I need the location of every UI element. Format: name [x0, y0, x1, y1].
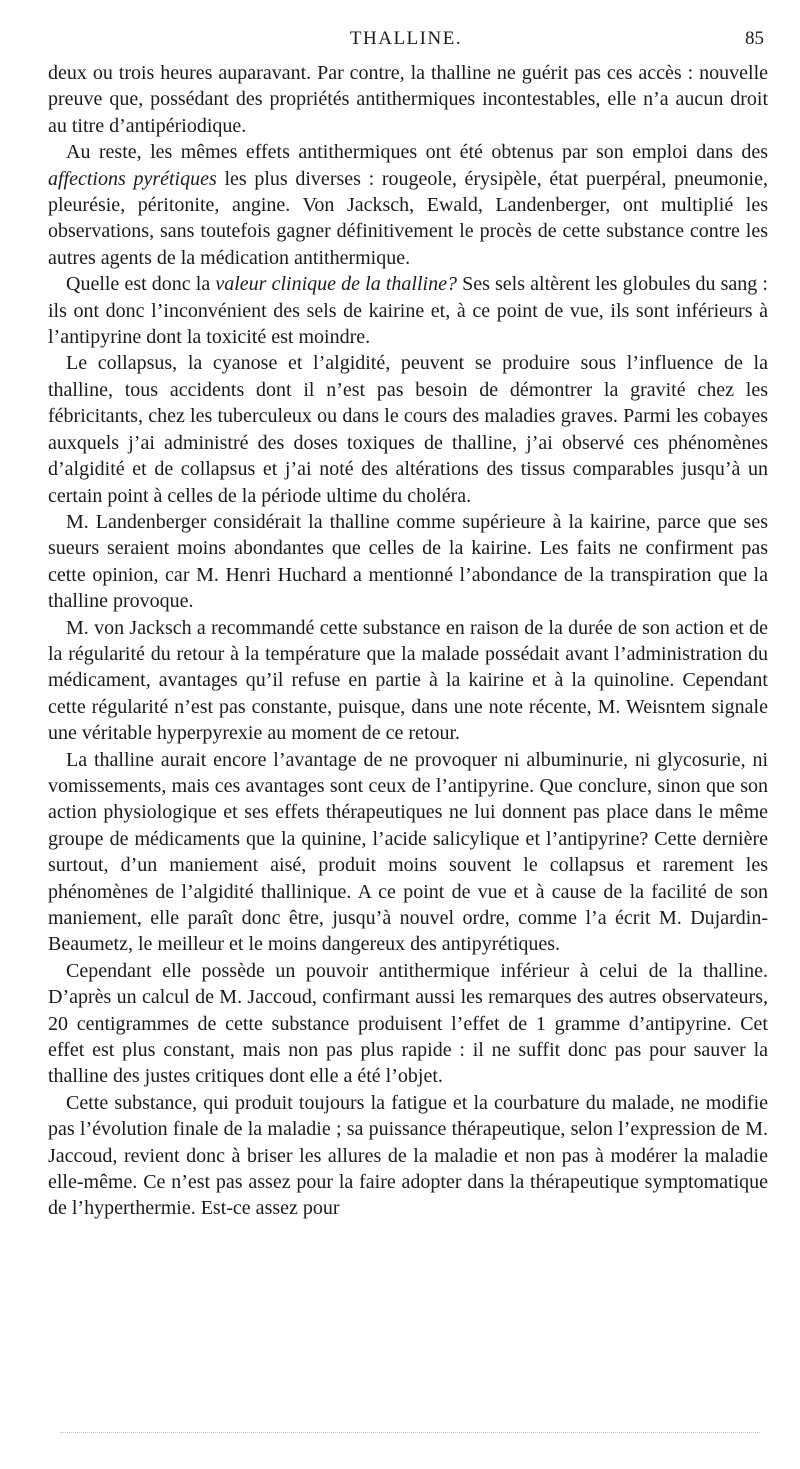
paragraph-text: M. Landenberger considérait la thalline comme supérieure à la kairine, parce que ses sueurs seraient moins abondantes que celles de la kairine. Les faits ne confirment pas cette opinion, car M. Henri Huchard a mentionné l’abondance de la transpiration que la thalline provoque.: [48, 510, 768, 613]
paragraph-9: [48, 1090, 768, 1222]
paragraph-8: [48, 958, 768, 1090]
paragraph-text: Cette substance, qui produit toujours la fatigue et la courbature du malade, ne modifie pas l’évolution finale de la maladie ; sa puissance thérapeutique, selon l’expression de M. Jaccoud, revient donc à briser les allures de la maladie et non pas à modérer la maladie elle-même. Ce n’est pas assez pour la faire adopter dans la thérapeutique symptomatique de l’hyperthermie. Est-ce assez pour: [48, 1091, 768, 1220]
paragraph-4: [48, 350, 768, 508]
paragraph-6: [48, 615, 768, 747]
paragraph-text: Ses sels altèrent les globules du sang : ils ont donc l’inconvénient des sels de kairine et, à ce point de vue, ils sont inférieurs à l’antipyrine dont la toxicité est moindre.: [48, 273, 768, 349]
paragraph-1: [48, 60, 768, 139]
paragraph-text: Cependant elle possède un pouvoir antithermique inférieur à celui de la thalline. D’après un calcul de M. Jaccoud, confirmant aussi les remarques des autres observateurs, 20 centigrammes de cette substance produisent l’effet de 1 gramme d’antipyrine. Cet effet est plus constant, mais non pas plus rapide : il ne suffit donc pas pour sauver la thalline des justes critiques dont elle a été l’objet.: [48, 959, 768, 1088]
paragraph-text: deux ou trois heures auparavant. Par contre, la thalline ne guérit pas ces accès : nouvelle preuve que, possédant des propriétés antithermiques incontestables, elle n’a aucun droit au titre d’antipériodique.: [48, 62, 768, 137]
running-title: THALLINE.: [349, 28, 463, 49]
paragraph-3: [48, 271, 768, 350]
paragraph-text: Quelle est donc la: [66, 273, 216, 296]
footer-rule: [60, 1432, 760, 1433]
paragraph-text: La thalline aurait encore l’avantage de ne provoquer ni albuminurie, ni glycosurie, ni vomissements, mais ces avantages sont ceux de l’antipyrine. Que conclure, sinon que son action physiologique et ses effets thérapeutiques ne lui donnent pas place dans le même groupe de médicaments que la quinine, l’acide salicylique et l’antipyrine? Cette dernière surtout, d’un maniement aisé, produit moins souvent le collapsus et rarement les phénomènes de l’algidité thallinique. A ce point de vue et à cause de la facilité de son maniement, elle paraît donc être, jusqu’à nouvel ordre, comme l’a écrit M. Dujardin-Beaumetz, le meilleur et le moins dangereux des antipyrétiques.: [48, 748, 768, 956]
paragraph-2: [48, 139, 768, 271]
italic-phrase: affections pyrétiques: [48, 167, 217, 190]
paragraph-5: [48, 509, 768, 615]
page-number: 85: [745, 28, 764, 49]
body-text: [48, 60, 768, 1222]
running-head: [48, 28, 764, 56]
paragraph-text: Au reste, les mêmes effets antithermiques ont été obtenus par son emploi dans des: [66, 141, 768, 164]
paragraph-text: Le collapsus, la cyanose et l’algidité, peuvent se produire sous l’influence de la thalline, tous accidents dont il n’est pas besoin de démontrer la gravité chez les fébricitants, chez les tuberculeux ou dans le cours des maladies graves. Parmi les cobayes auxquels j’ai administré des doses toxiques de thalline, j’ai observé ces phénomènes d’algidité et de collapsus et j’ai noté des altérations des tissus comparables jusqu’à un certain point à celles de la période ultime du choléra.: [48, 352, 768, 507]
paragraph-text: M. von Jacksch a recommandé cette substance en raison de la durée de son action et de la régularité du retour à la température que la malade possédait avant l’administration du médicament, avantages qu’il refuse en partie à la kairine et à la quinoline. Cependant cette régularité n’est pas constante, puisque, dans une note récente, M. Weisntem signale une véritable hyperpyrexie au moment de ce retour.: [48, 616, 768, 745]
paragraph-7: [48, 747, 768, 958]
paragraph-text: les plus diverses : rougeole, érysipèle, état puerpéral, pneumonie, pleurésie, péritonite, angine. Von Jacksch, Ewald, Landenberger, ont multiplié les observations, sans toutefois gagner définitivement le procès de cette substance contre les autres agents de la médication antithermique.: [48, 167, 768, 269]
italic-phrase: valeur clinique de la thalline?: [215, 273, 457, 296]
